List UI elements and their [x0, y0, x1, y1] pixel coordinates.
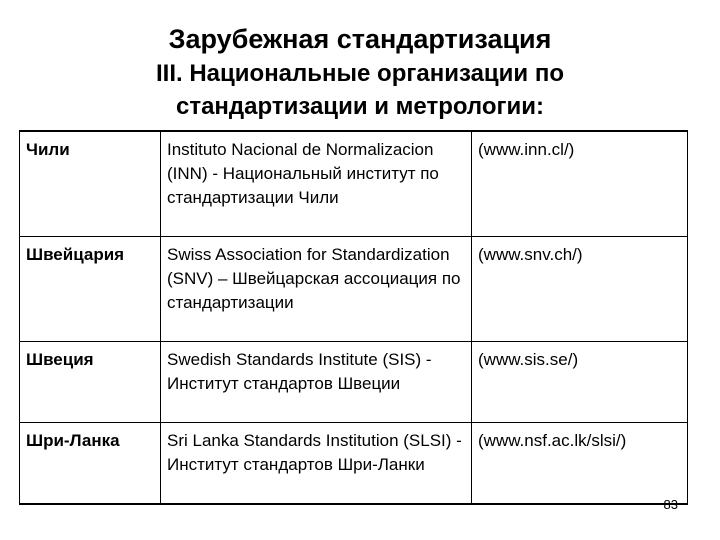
- page-number: 83: [663, 497, 678, 512]
- organization-cell: Swiss Association for Standardization (SNV) – Швейцарская ассоциация по стандартизации: [161, 237, 472, 342]
- organizations-table: [19, 130, 688, 505]
- organization-cell: Sri Lanka Standards Institution (SLSI) - Институт стандартов Шри-Ланки: [161, 423, 472, 505]
- website-cell: (www.sis.se/): [472, 342, 688, 423]
- website-cell: (www.nsf.ac.lk/slsi/): [472, 423, 688, 505]
- slide-subtitle-line-2: стандартизации и метрологии:: [175, 93, 545, 120]
- country-cell: Швейцария: [20, 237, 161, 342]
- website-cell: (www.snv.ch/): [472, 237, 688, 342]
- country-cell: Шри-Ланка: [20, 423, 161, 505]
- table-row: [20, 423, 688, 505]
- website-cell: (www.inn.cl/): [472, 131, 688, 237]
- country-cell: Чили: [20, 131, 161, 237]
- table-row: [20, 237, 688, 342]
- slide-title: Зарубежная стандартизация: [168, 24, 552, 54]
- organization-cell: Instituto Nacional de Normalizacion (INN) - Национальный институт по стандартизации Чили: [161, 131, 472, 237]
- table-row: [20, 131, 688, 237]
- slide-subtitle-line-1: III. Национальные организации по: [156, 60, 564, 87]
- country-cell: Швеция: [20, 342, 161, 423]
- organization-cell: Swedish Standards Institute (SIS) - Институт стандартов Швеции: [161, 342, 472, 423]
- table-row: [20, 342, 688, 423]
